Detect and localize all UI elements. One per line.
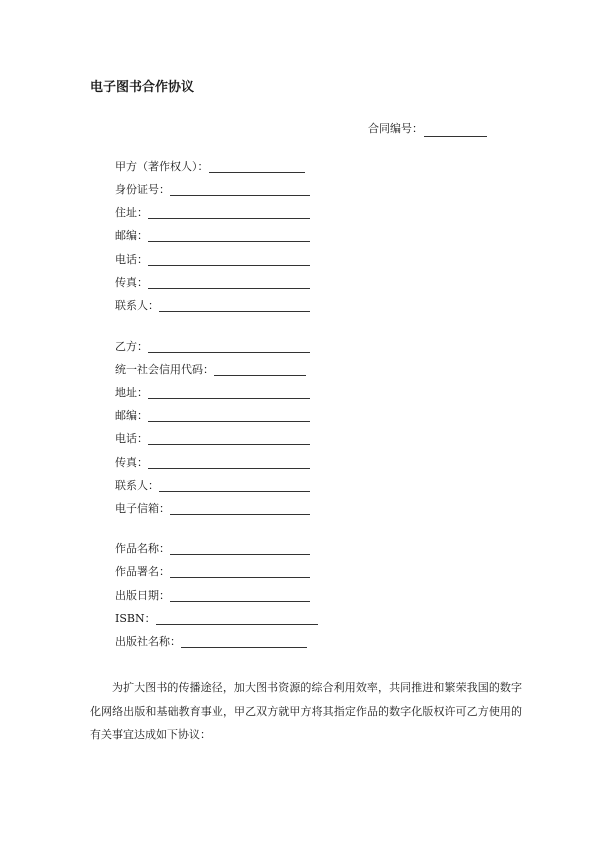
field-label: 传真：: [115, 456, 148, 469]
publisher-name-field: [115, 634, 307, 650]
party-b-credit-code-field: [115, 362, 306, 378]
fill-blank[interactable]: [170, 590, 310, 602]
field-label: 身份证号：: [115, 183, 170, 196]
fill-blank[interactable]: [148, 457, 310, 469]
field-label: 传真：: [115, 276, 148, 289]
field-label: ISBN：: [115, 612, 156, 625]
field-label: 邮编：: [115, 409, 148, 422]
party-a-id-field: [115, 182, 310, 198]
fill-blank[interactable]: [148, 433, 310, 445]
field-label: 作品署名：: [115, 565, 170, 578]
contract-number-blank[interactable]: [424, 124, 487, 137]
fill-blank[interactable]: [148, 277, 310, 289]
party-a-postcode-field: [115, 228, 310, 244]
contract-number-label: 合同编号：: [368, 122, 423, 135]
isbn-field: [115, 611, 318, 627]
party-a-contact-field: [115, 298, 310, 314]
publish-date-field: [115, 588, 310, 604]
work-title-field: [115, 541, 310, 557]
fill-blank[interactable]: [148, 341, 310, 353]
field-label: 统一社会信用代码：: [115, 363, 214, 376]
field-label: 电子信箱：: [115, 502, 170, 515]
field-label: 联系人：: [115, 479, 159, 492]
party-b-address-field: [115, 385, 310, 401]
fill-blank[interactable]: [214, 364, 306, 376]
fill-blank[interactable]: [159, 300, 310, 312]
fill-blank[interactable]: [148, 387, 310, 399]
fill-blank[interactable]: [170, 184, 310, 196]
fill-blank[interactable]: [170, 503, 310, 515]
field-label: 电话：: [115, 253, 148, 266]
field-label: 甲方（著作权人）：: [115, 160, 209, 173]
field-label: 邮编：: [115, 229, 148, 242]
party-b-postcode-field: [115, 408, 310, 424]
fill-blank[interactable]: [148, 230, 310, 242]
fill-blank[interactable]: [148, 207, 310, 219]
party-b-fax-field: [115, 455, 310, 471]
field-label: 联系人：: [115, 299, 159, 312]
field-label: 出版社名称：: [115, 635, 181, 648]
field-label: 作品名称：: [115, 542, 170, 555]
party-a-name-field: [115, 159, 305, 175]
party-b-contact-field: [115, 478, 310, 494]
field-label: 乙方：: [115, 340, 148, 353]
preamble-paragraph: 为扩大图书的传播途径，加大图书资源的综合利用效率，共同推进和繁荣我国的数字化网络出版和基础教育事业，甲乙双方就甲方将其指定作品的数字化版权许可乙方使用的有关事宜达成如下协议：: [90, 681, 522, 741]
document-title: 电子图书合作协议: [90, 80, 195, 95]
fill-blank[interactable]: [209, 161, 305, 173]
contract-number-field: [368, 121, 487, 137]
party-a-fax-field: [115, 275, 310, 291]
party-b-name-field: [115, 339, 310, 355]
fill-blank[interactable]: [159, 480, 310, 492]
fill-blank[interactable]: [148, 254, 310, 266]
field-label: 住址：: [115, 206, 148, 219]
party-b-email-field: [115, 501, 310, 517]
party-a-address-field: [115, 205, 310, 221]
fill-blank[interactable]: [156, 613, 318, 625]
party-a-phone-field: [115, 252, 310, 268]
fill-blank[interactable]: [148, 410, 310, 422]
work-byline-field: [115, 564, 310, 580]
field-label: 地址：: [115, 386, 148, 399]
fill-blank[interactable]: [170, 543, 310, 555]
fill-blank[interactable]: [181, 636, 307, 648]
fill-blank[interactable]: [170, 566, 310, 578]
field-label: 出版日期：: [115, 589, 170, 602]
party-b-phone-field: [115, 431, 310, 447]
field-label: 电话：: [115, 432, 148, 445]
